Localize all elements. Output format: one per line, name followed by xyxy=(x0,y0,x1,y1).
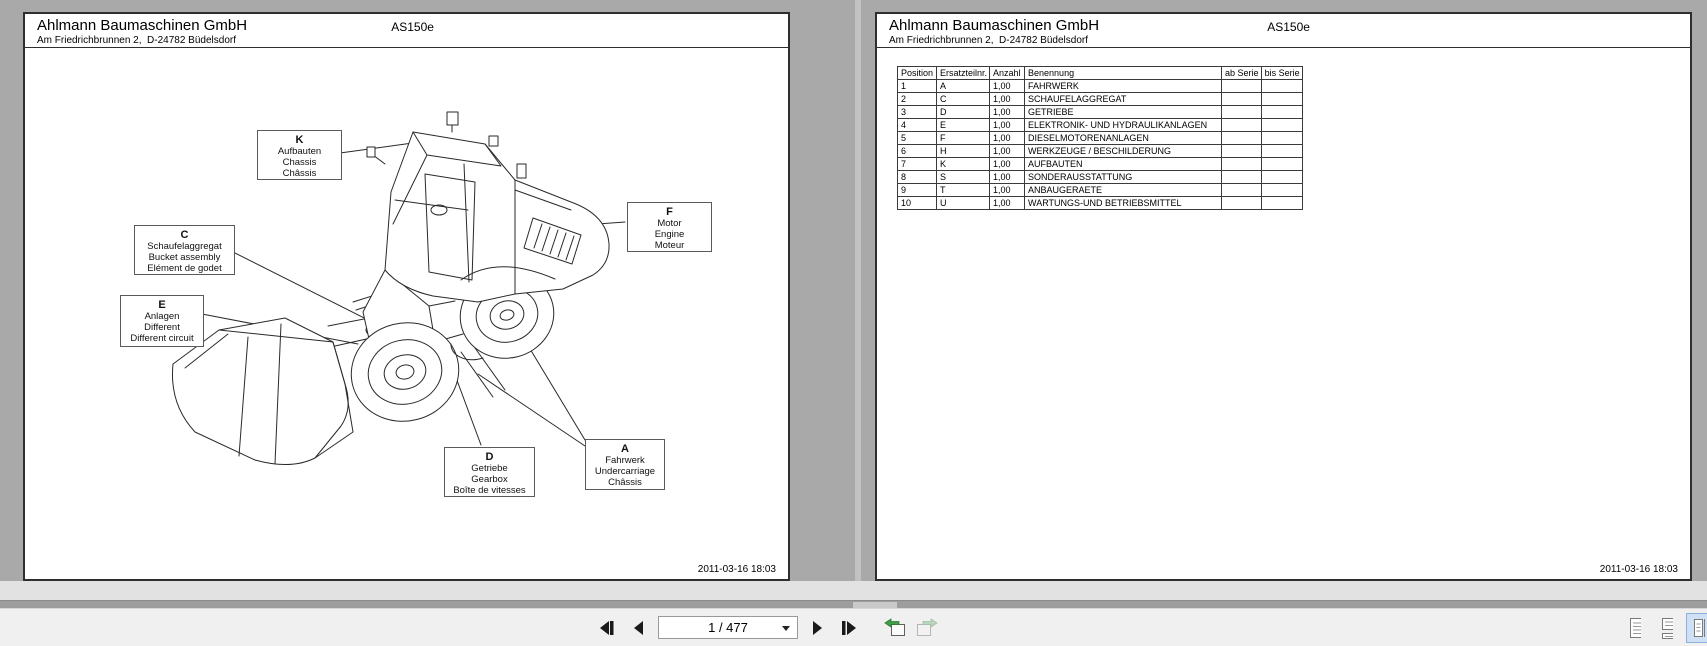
bottom-toolbar xyxy=(0,608,1707,646)
table-cell: 3 xyxy=(898,106,937,119)
column-header: Position xyxy=(898,67,937,80)
callout-box-C xyxy=(134,225,235,275)
table-cell xyxy=(1222,184,1262,197)
table-cell: DIESELMOTORENANLAGEN xyxy=(1025,132,1222,145)
print-timestamp: 2011-03-16 18:03 xyxy=(1599,564,1678,575)
table-cell xyxy=(1261,184,1302,197)
single-page-layout-button[interactable] xyxy=(1622,613,1648,643)
table-cell xyxy=(1222,158,1262,171)
next-page-icon xyxy=(809,620,825,636)
callout-key: A xyxy=(621,443,629,455)
table-cell: 7 xyxy=(898,158,937,171)
table-cell: T xyxy=(937,184,990,197)
table-cell: 1,00 xyxy=(990,158,1025,171)
table-cell xyxy=(1261,93,1302,106)
document-page-right xyxy=(875,12,1692,581)
table-cell xyxy=(1261,145,1302,158)
callout-line: Elément de godet xyxy=(147,263,222,274)
callout-box-D xyxy=(444,447,535,497)
table-cell: WERKZEUGE / BESCHILDERUNG xyxy=(1025,145,1222,158)
table-cell: 1,00 xyxy=(990,132,1025,145)
table-cell: H xyxy=(937,145,990,158)
table-cell: 1,00 xyxy=(990,93,1025,106)
callout-key: K xyxy=(295,134,304,146)
table-cell: C xyxy=(937,93,990,106)
table-cell: S xyxy=(937,171,990,184)
previous-view-button[interactable] xyxy=(882,614,908,642)
table-cell: D xyxy=(937,106,990,119)
column-header: Ersatzteilnr. xyxy=(937,67,990,80)
callout-line: Châssis xyxy=(608,477,642,488)
callout-line: Gearbox xyxy=(471,474,508,485)
callout-line: Chassis xyxy=(282,157,317,168)
table-cell: GETRIEBE xyxy=(1025,106,1222,119)
next-view-icon xyxy=(915,617,939,639)
callout-line: Undercarriage xyxy=(594,466,656,477)
table-row xyxy=(898,93,1303,106)
previous-page-button[interactable] xyxy=(626,614,652,642)
table-cell: 1 xyxy=(898,80,937,93)
model-code: AS150e xyxy=(1267,20,1310,34)
table-cell xyxy=(1222,171,1262,184)
table-row xyxy=(898,145,1303,158)
table-cell: F xyxy=(937,132,990,145)
table-cell xyxy=(1222,80,1262,93)
last-page-icon xyxy=(840,620,858,636)
callout-box-F xyxy=(627,202,712,252)
page-navigation-cluster xyxy=(594,609,940,646)
first-page-button[interactable] xyxy=(594,614,620,642)
previous-view-icon xyxy=(883,617,907,639)
table-cell: 1,00 xyxy=(990,171,1025,184)
table-row xyxy=(898,184,1303,197)
view-bottom-strip xyxy=(0,581,1707,600)
document-page-left xyxy=(23,12,790,581)
table-cell: SCHAUFELAGGREGAT xyxy=(1025,93,1222,106)
table-cell: 1,00 xyxy=(990,106,1025,119)
table-cell: 6 xyxy=(898,145,937,158)
company-address: Am Friedrichbrunnen 2, D-24782 Büdelsdorf xyxy=(37,35,236,46)
column-header: Benennung xyxy=(1025,67,1222,80)
callout-line: Moteur xyxy=(654,240,685,251)
table-cell xyxy=(1222,145,1262,158)
next-view-button[interactable] xyxy=(914,614,940,642)
next-page-button[interactable] xyxy=(804,614,830,642)
table-row xyxy=(898,119,1303,132)
callout-line: Châssis xyxy=(282,168,317,179)
callout-box-A xyxy=(585,439,665,490)
table-row xyxy=(898,197,1303,210)
table-cell: WARTUNGS-UND BETRIEBSMITTEL xyxy=(1025,197,1222,210)
table-cell: 1,00 xyxy=(990,197,1025,210)
table-cell xyxy=(1261,106,1302,119)
table-cell: 5 xyxy=(898,132,937,145)
continuous-layout-button[interactable] xyxy=(1654,613,1680,643)
callout-box-E xyxy=(120,295,204,347)
table-cell xyxy=(1261,132,1302,145)
company-name: Ahlmann Baumaschinen GmbH xyxy=(37,17,248,34)
table-cell: K xyxy=(937,158,990,171)
column-header: bis Serie xyxy=(1261,67,1302,80)
callout-line: Anlagen xyxy=(144,311,180,322)
column-header: ab Serie xyxy=(1222,67,1262,80)
callout-box-K xyxy=(257,130,342,180)
print-timestamp: 2011-03-16 18:03 xyxy=(697,564,776,575)
facing-pages-layout-icon xyxy=(1693,617,1705,639)
page-number-combobox[interactable] xyxy=(658,616,798,639)
model-code: AS150e xyxy=(391,20,434,34)
table-row xyxy=(898,132,1303,145)
callout-line: Different circuit xyxy=(130,333,194,344)
facing-pages-layout-button[interactable] xyxy=(1686,613,1707,643)
table-cell: ANBAUGERAETE xyxy=(1025,184,1222,197)
callout-key: D xyxy=(485,451,494,463)
table-cell: ELEKTRONIK- UND HYDRAULIKANLAGEN xyxy=(1025,119,1222,132)
company-address: Am Friedrichbrunnen 2, D-24782 Büdelsdorf xyxy=(889,35,1088,46)
callout-key: C xyxy=(180,229,189,241)
parts-table xyxy=(897,66,1303,210)
table-cell: SONDERAUSSTATTUNG xyxy=(1025,171,1222,184)
callout-line: Boîte de vitesses xyxy=(453,485,526,496)
table-cell: FAHRWERK xyxy=(1025,80,1222,93)
table-cell: 1,00 xyxy=(990,145,1025,158)
callout-line: Engine xyxy=(654,229,685,240)
table-cell xyxy=(1222,93,1262,106)
company-name: Ahlmann Baumaschinen GmbH xyxy=(889,17,1100,34)
callout-line: Getriebe xyxy=(471,463,508,474)
table-cell: 2 xyxy=(898,93,937,106)
table-cell xyxy=(1261,119,1302,132)
table-cell xyxy=(1222,197,1262,210)
table-cell xyxy=(1222,106,1262,119)
table-cell xyxy=(1261,197,1302,210)
callout-line: Fahrwerk xyxy=(605,455,645,466)
single-page-layout-icon xyxy=(1629,617,1641,639)
table-cell: 1,00 xyxy=(990,184,1025,197)
callout-line: Aufbauten xyxy=(277,146,322,157)
table-cell xyxy=(1261,80,1302,93)
table-row xyxy=(898,106,1303,119)
page-indicator: 1 / 477 xyxy=(708,620,748,635)
combobox-caret-icon[interactable] xyxy=(782,626,790,631)
table-cell: 10 xyxy=(898,197,937,210)
parts-table-container xyxy=(897,66,1303,210)
table-header-row xyxy=(898,67,1303,80)
table-cell: E xyxy=(937,119,990,132)
callout-line: Different xyxy=(144,322,180,333)
callout-key: F xyxy=(666,206,673,218)
table-cell: 1,00 xyxy=(990,80,1025,93)
callout-key: E xyxy=(158,299,166,311)
table-row xyxy=(898,171,1303,184)
callout-line: Schaufelaggregat xyxy=(147,241,222,252)
column-header: Anzahl xyxy=(990,67,1025,80)
table-cell: 1,00 xyxy=(990,119,1025,132)
table-row xyxy=(898,80,1303,93)
table-cell xyxy=(1261,171,1302,184)
table-cell xyxy=(1261,158,1302,171)
table-cell xyxy=(1222,132,1262,145)
first-page-icon xyxy=(598,620,616,636)
page-layout-cluster xyxy=(1622,613,1707,643)
table-cell: U xyxy=(937,197,990,210)
table-cell: A xyxy=(937,80,990,93)
last-page-button[interactable] xyxy=(836,614,862,642)
callout-line: Bucket assembly xyxy=(148,252,221,263)
parts-table-body xyxy=(898,80,1303,210)
page-header xyxy=(877,14,1690,48)
table-cell: 8 xyxy=(898,171,937,184)
previous-page-icon xyxy=(631,620,647,636)
table-cell: AUFBAUTEN xyxy=(1025,158,1222,171)
table-cell xyxy=(1222,119,1262,132)
page-gap-highlight xyxy=(855,0,861,600)
table-cell: 4 xyxy=(898,119,937,132)
callout-line: Motor xyxy=(657,218,682,229)
table-cell: 9 xyxy=(898,184,937,197)
horizontal-scrollbar[interactable] xyxy=(0,600,1707,608)
table-row xyxy=(898,158,1303,171)
continuous-layout-icon xyxy=(1661,617,1673,639)
